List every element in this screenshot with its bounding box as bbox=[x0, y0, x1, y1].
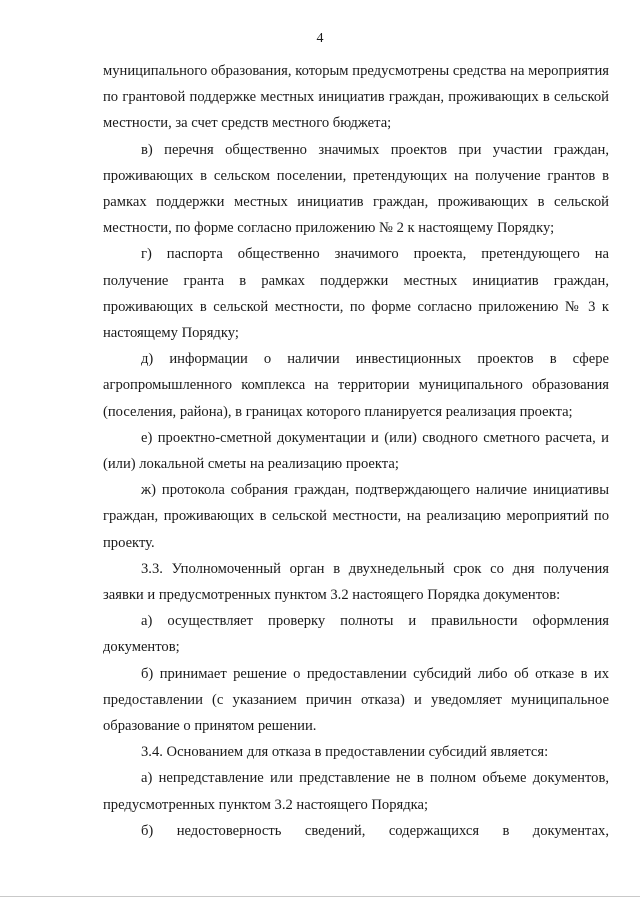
paragraph-item-g: г) паспорта общественно значимого проекта, претендующего на получение гранта в рамках поддержки местных инициатив граждан, проживающих в сельской местности, по форме согласно приложению № 3 к настоящему Порядку; bbox=[103, 246, 609, 342]
paragraph-item-a: а) осуществляет проверку полноты и правильности оформления документов; bbox=[103, 613, 609, 656]
paragraph-clause-3-4: 3.4. Основанием для отказа в предоставлении субсидий является: bbox=[141, 744, 549, 761]
paragraph-refusal-b: б) недостоверность сведений, содержащихся в документах, bbox=[141, 822, 609, 839]
paragraph-item-zh: ж) протокола собрания граждан, подтверждающего наличие инициативы граждан, проживающих в сельской местности, на реализацию мероприятий по проекту. bbox=[103, 482, 609, 551]
paragraph-continuation: муниципального образования, которым предусмотрены средства на мероприятия по грантовой поддержке местных инициатив граждан, проживающих в сельской местности, за счет средств местного бюджета; bbox=[103, 63, 609, 132]
paragraph-item-d: д) информации о наличии инвестиционных проектов в сфере агропромышленного комплекса на территории муниципального образования (поселения, района), в границах которого планируется реализация проекта; bbox=[103, 351, 609, 420]
page-number: 4 bbox=[316, 31, 324, 46]
paragraph-item-e: е) проектно-сметной документации и (или) сводного сметного расчета, и (или) локальной сметы на реализацию проекта; bbox=[103, 429, 609, 473]
paragraph-item-v: в) перечня общественно значимых проектов при участии граждан, проживающих в сельском поселении, претендующих на получение грантов в рамках поддержки местных инициатив граждан, проживающих в сельской местности, по форме согласно приложению № 2 к настоящему Порядку; bbox=[103, 141, 609, 237]
paragraph-item-b: б) принимает решение о предоставлении субсидий либо об отказе в их предоставлении (с указанием причин отказа) и уведомляет муниципальное образование о принятом решении. bbox=[103, 665, 609, 735]
paragraph-clause-3-3: 3.3. Уполномоченный орган в двухнедельный срок со дня получения заявки и предусмотренных пунктом 3.2 настоящего Порядка документов: bbox=[103, 560, 609, 604]
paragraph-refusal-a: а) непредставление или представление не в полном объеме документов, предусмотренных пунктом 3.2 настоящего Порядка; bbox=[103, 770, 609, 813]
page-bottom-edge bbox=[0, 896, 640, 897]
document-body bbox=[103, 58, 609, 844]
